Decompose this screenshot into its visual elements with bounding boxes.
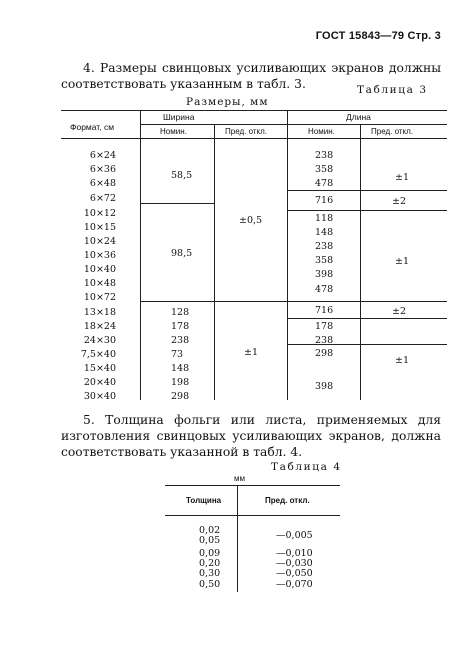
length-nom-cell: 238 bbox=[315, 241, 334, 252]
format-cell: 15×40 bbox=[83, 363, 116, 374]
length-nom-cell: 716 bbox=[315, 195, 334, 206]
length-nom-cell: 238 bbox=[315, 335, 334, 346]
dev-cell: —0,030 bbox=[276, 558, 313, 569]
width-nom-cell: 58,5 bbox=[171, 170, 193, 181]
length-nom-cell: 478 bbox=[315, 178, 334, 189]
format-cell: 6×48 bbox=[89, 178, 116, 189]
dev-cell: —0,050 bbox=[276, 568, 313, 579]
format-cell: 6×24 bbox=[89, 150, 116, 161]
col-dev: Пред. откл. bbox=[265, 496, 310, 505]
col-width-dev: Пред. откл. bbox=[225, 127, 268, 136]
table-3-units: Размеры, мм bbox=[186, 96, 269, 108]
table-3-caption: Таблица 3 bbox=[357, 84, 428, 96]
format-cell: 10×72 bbox=[83, 292, 116, 303]
table-4-units: мм bbox=[234, 474, 245, 483]
width-nom-cell: 238 bbox=[171, 335, 190, 346]
col-format: Формат, см bbox=[70, 122, 115, 132]
thickness-cell: 0,09 bbox=[199, 548, 221, 559]
width-nom-cell: 148 bbox=[171, 363, 190, 374]
format-cell: 20×40 bbox=[83, 377, 116, 388]
table-4-caption: Таблица 4 bbox=[271, 461, 342, 473]
width-nom-cell: 298 bbox=[171, 391, 190, 402]
paragraph-5-text: 5. Толщина фольги или листа, применяемых для изготовления свинцовых усиливающих экранов, должна соответствовать указанной в табл. 4. bbox=[61, 413, 441, 459]
thickness-cell: 0,02 bbox=[199, 525, 221, 536]
col-width-nom: Номин. bbox=[160, 127, 187, 136]
length-nom-cell: 178 bbox=[315, 321, 334, 332]
col-length: Длина bbox=[346, 112, 371, 122]
format-cell: 10×36 bbox=[83, 250, 116, 261]
format-cell: 30×40 bbox=[83, 391, 116, 402]
length-dev-cell: ±2 bbox=[392, 196, 407, 207]
format-cell: 10×24 bbox=[83, 236, 116, 247]
width-nom-cell: 198 bbox=[171, 377, 190, 388]
col-thickness: Толщина bbox=[186, 496, 222, 505]
length-nom-cell: 716 bbox=[315, 305, 334, 316]
length-nom-cell: 118 bbox=[315, 213, 334, 224]
paragraph-4-text: 4. Размеры свинцовых усиливающих экранов должны соответствовать указанным в табл. 3. bbox=[61, 61, 441, 91]
length-nom-cell: 398 bbox=[315, 381, 334, 392]
length-nom-cell: 148 bbox=[315, 227, 334, 238]
format-cell: 10×15 bbox=[83, 222, 116, 233]
format-cell: 10×48 bbox=[83, 278, 116, 289]
thickness-cell: 0,20 bbox=[199, 558, 221, 569]
format-cell: 10×12 bbox=[83, 208, 116, 219]
format-cell: 13×18 bbox=[83, 307, 116, 318]
col-length-dev: Пред. откл. bbox=[371, 127, 414, 136]
thickness-cell: 0,50 bbox=[199, 579, 221, 590]
width-nom-cell: 73 bbox=[171, 349, 184, 360]
length-dev-cell: ±1 bbox=[395, 172, 410, 183]
length-nom-cell: 298 bbox=[315, 348, 334, 359]
format-cell: 6×72 bbox=[89, 193, 116, 204]
dev-cell: —0,005 bbox=[276, 530, 313, 541]
thickness-cell: 0,30 bbox=[199, 568, 221, 579]
length-nom-cell: 238 bbox=[315, 150, 334, 161]
col-width: Ширина bbox=[163, 112, 195, 122]
format-cell: 10×40 bbox=[83, 264, 116, 275]
length-nom-cell: 398 bbox=[315, 269, 334, 280]
format-cell: 7,5×40 bbox=[80, 349, 116, 360]
width-nom-cell: 178 bbox=[171, 321, 190, 332]
format-cell: 18×24 bbox=[83, 321, 116, 332]
width-nom-cell: 128 bbox=[171, 307, 190, 318]
format-cell: 6×36 bbox=[89, 164, 116, 175]
paragraph-5 bbox=[61, 412, 441, 460]
width-dev-cell: ±0,5 bbox=[239, 215, 263, 226]
length-dev-cell: ±1 bbox=[395, 256, 410, 267]
thickness-cell: 0,05 bbox=[199, 535, 221, 546]
page-header: ГОСТ 15843—79 Стр. 3 bbox=[315, 30, 441, 42]
length-nom-cell: 358 bbox=[315, 255, 334, 266]
length-dev-cell: ±2 bbox=[392, 306, 407, 317]
dev-cell: —0,010 bbox=[276, 548, 313, 559]
length-nom-cell: 478 bbox=[315, 284, 334, 295]
width-nom-cell: 98,5 bbox=[171, 248, 193, 259]
length-dev-cell: ±1 bbox=[395, 355, 410, 366]
dev-cell: —0,070 bbox=[276, 579, 313, 590]
length-nom-cell: 358 bbox=[315, 164, 334, 175]
width-dev-cell: ±1 bbox=[244, 347, 259, 358]
format-cell: 24×30 bbox=[83, 335, 116, 346]
col-length-nom: Номин. bbox=[308, 127, 335, 136]
